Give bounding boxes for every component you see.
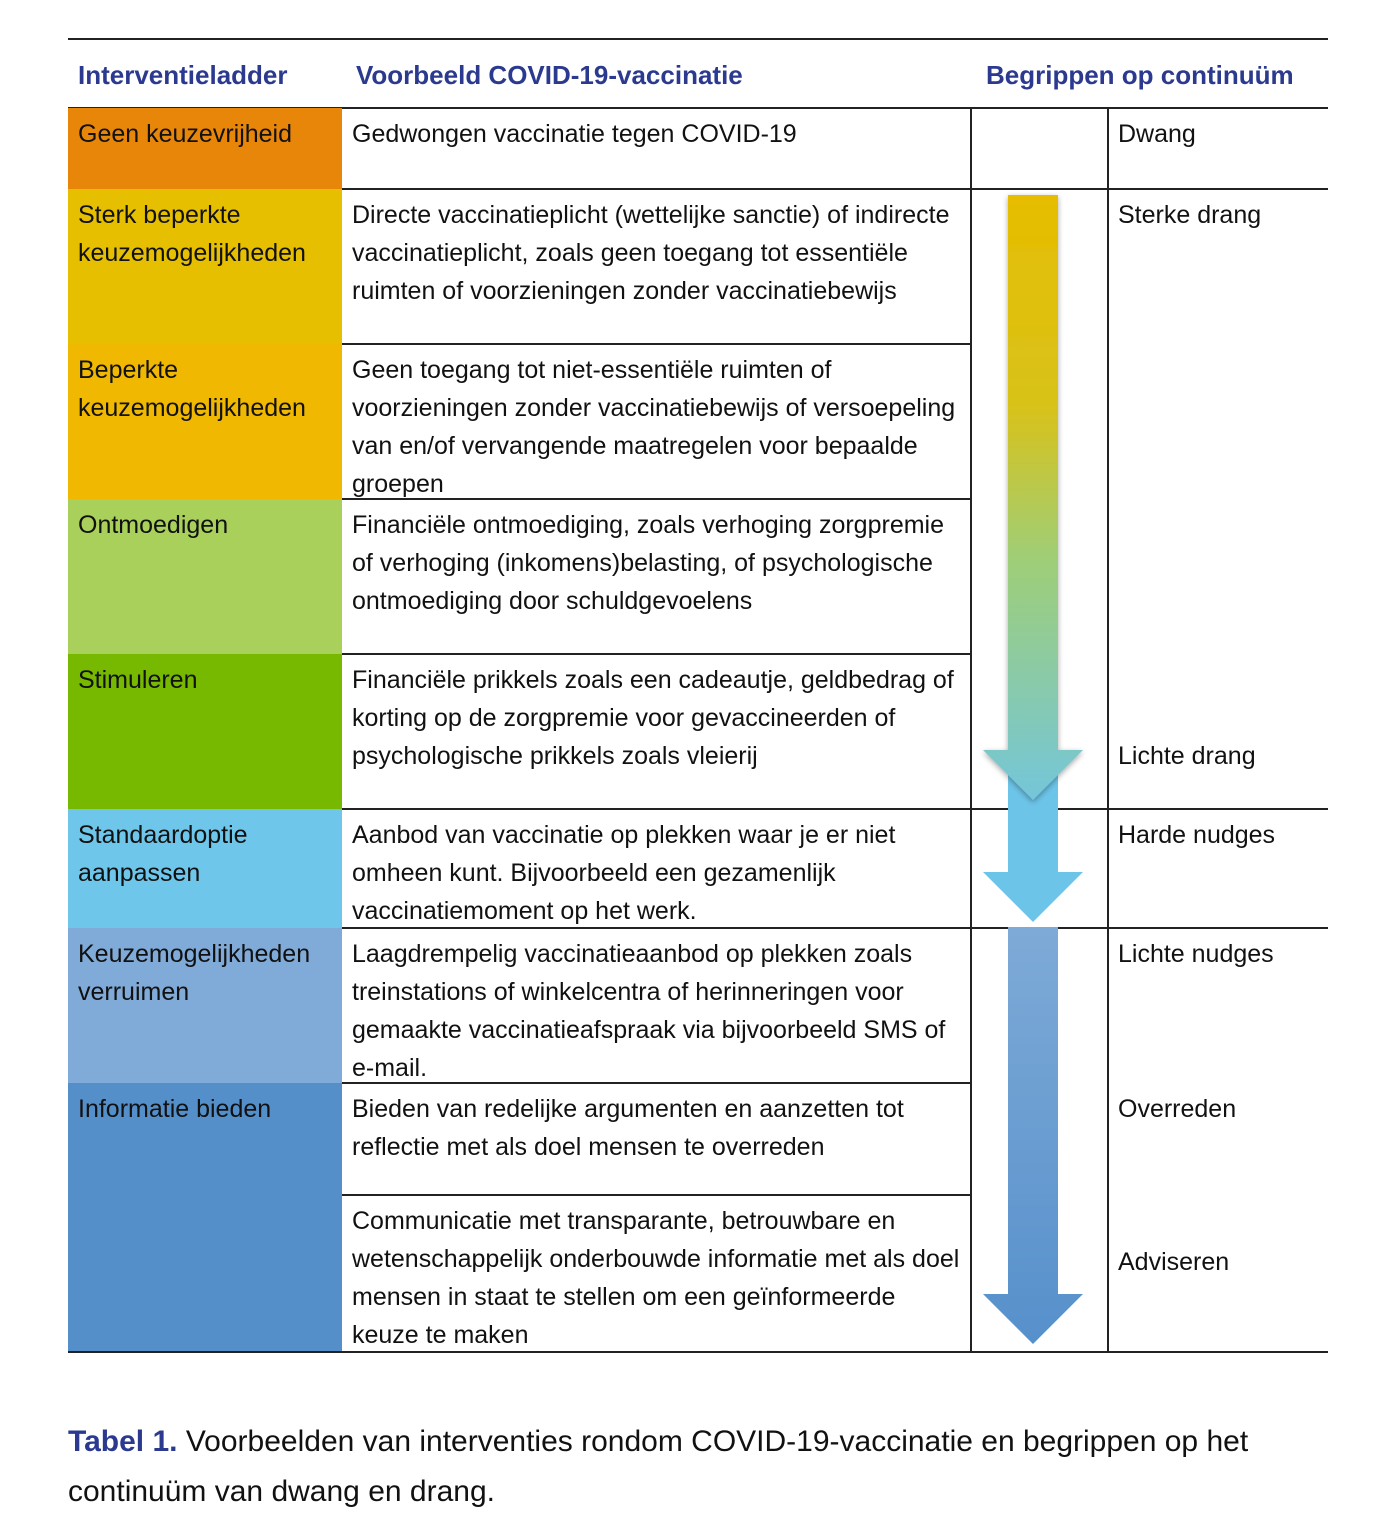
example-cell: Communicatie met transparante, betrouwbare en wetenschappelijk onderbouwde informatie met als doel mensen in staat te stellen om een geïnformeerde keuze te maken: [352, 1207, 960, 1349]
row-rule: [342, 188, 970, 190]
cat-label: Stimuleren: [78, 666, 198, 694]
header-interventieladder: Interventieladder: [78, 60, 288, 90]
row-rule: [342, 498, 970, 500]
cat-informatie-bieden: [68, 1083, 342, 1351]
arrow-down-icon: [983, 927, 1083, 1344]
cat-label: Sterk beperkte keuzemogelijkheden: [78, 201, 306, 267]
row-rule: [342, 927, 970, 929]
caption-label: Tabel 1.: [68, 1425, 178, 1458]
cat-label: Beperkte keuzemogelijkheden: [78, 356, 306, 422]
header-voorbeeld: Voorbeeld COVID-19-vaccinatie: [356, 60, 743, 90]
example-cell: Geen toegang tot niet-essentiële ruimten of voorzieningen zonder vaccinatiebewijs of versoepeling van en/of vervangende maatregelen voor bepaalde groepen: [352, 356, 956, 498]
row-rule: [342, 1194, 970, 1196]
cat-label: Standaardoptie aanpassen: [78, 821, 248, 887]
cat-standaardoptie: [68, 809, 342, 928]
row-rule: [342, 653, 970, 655]
caption-text: Voorbeelden van interventies rondom COVID-19-vaccinatie en begrippen op het continuüm van dwang en drang.: [68, 1425, 1249, 1508]
bottom-rule: [68, 1351, 1328, 1353]
arrow-down-icon: [983, 195, 1083, 800]
term-lichte-nudges: Lichte nudges: [1118, 940, 1274, 968]
cat-stimuleren: [68, 654, 342, 809]
term-dwang: Dwang: [1118, 120, 1196, 148]
cat-geen-keuzevrijheid: [68, 108, 342, 189]
row-rule: [342, 343, 970, 345]
example-cell: Financiële ontmoediging, zoals verhoging zorgpremie of verhoging (inkomens)belasting, of psychologische ontmoediging door schuldgevoelens: [352, 511, 945, 615]
term-adviseren: Adviseren: [1118, 1248, 1230, 1276]
row-rule: [342, 1082, 970, 1084]
column-rule: [1107, 107, 1109, 1352]
example-cell: Laagdrempelig vaccinatieaanbod op plekken zoals treinstations of winkelcentra of herinneringen voor gemaakte vaccinatieafspraak via bijvoorbeeld SMS of e-mail.: [352, 940, 946, 1082]
top-rule: [68, 38, 1328, 40]
example-cell: Directe vaccinatieplicht (wettelijke sanctie) of indirecte vaccinatieplicht, zoals geen toegang tot essentiële ruimten of voorzieningen zonder vaccinatiebewijs: [352, 201, 950, 305]
example-cell: Bieden van redelijke argumenten en aanzetten tot reflectie met als doel mensen te overreden: [352, 1095, 904, 1161]
term-sterke-drang: Sterke drang: [1118, 201, 1262, 229]
example-cell: Financiële prikkels zoals een cadeautje, geldbedrag of korting op de zorgpremie voor gevaccineerden of psychologische prikkels zoals vleierij: [352, 666, 954, 770]
cat-label: Informatie bieden: [78, 1095, 272, 1123]
cat-sterk-beperkte: [68, 189, 342, 344]
example-cell: Gedwongen vaccinatie tegen COVID-19: [352, 120, 797, 148]
cat-keuzemogelijkheden-verruimen: [68, 928, 342, 1083]
continuum-arrows: [972, 190, 1106, 1350]
term-overreden: Overreden: [1118, 1095, 1237, 1123]
term-harde-nudges: Harde nudges: [1118, 821, 1276, 849]
cat-label: Geen keuzevrijheid: [78, 120, 293, 148]
cat-ontmoedigen: [68, 499, 342, 654]
header-begrippen: Begrippen op continuüm: [986, 60, 1294, 90]
table-caption: [68, 1417, 1328, 1517]
term-lichte-drang: Lichte drang: [1118, 742, 1256, 770]
row-rule: [342, 808, 970, 810]
cat-beperkte: [68, 344, 342, 499]
cat-label: Ontmoedigen: [78, 511, 229, 539]
cat-label: Keuzemogelijkheden verruimen: [78, 940, 311, 1006]
example-cell: Aanbod van vaccinatie op plekken waar je er niet omheen kunt. Bijvoorbeeld een gezamenlijk vaccinatiemoment op het werk.: [352, 821, 896, 925]
